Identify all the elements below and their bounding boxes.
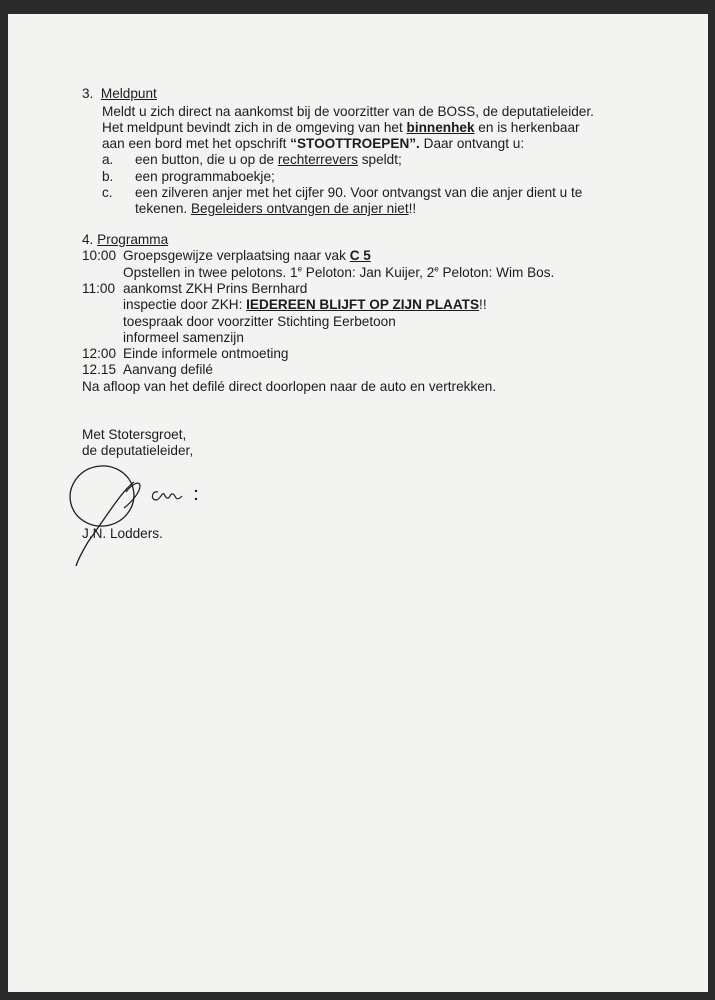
list-item-c-text: een zilveren anjer met het cijfer 90. Voor ontvangst van die anjer dient u te (135, 185, 583, 200)
program-row-1100 (82, 281, 307, 297)
document-page (8, 14, 708, 992)
program-1100-text: aankomst ZKH Prins Bernhard (123, 281, 308, 296)
list-item-a (102, 152, 402, 168)
section-4-heading (82, 232, 168, 248)
peloton-text-a: Opstellen in twee pelotons. 1 (123, 265, 298, 280)
program-row-1215 (82, 362, 213, 378)
stoottroepen-emphasis: “STOOTTROEPEN”. (290, 136, 420, 151)
program-1200-text: Einde informele ontmoeting (123, 346, 289, 361)
section-3-heading (82, 86, 157, 102)
line-3-text-c: Daar ontvangt u: (419, 136, 525, 151)
section-4-title: Programma (97, 232, 169, 247)
program-row-1000-detail (123, 265, 554, 281)
iedereen-blijft-notice: IEDEREEN BLIJFT OP ZIJN PLAATS (246, 297, 480, 312)
time-1200: 12:00 (82, 346, 117, 361)
ordinal-sup-1: e (297, 264, 303, 274)
line-3-text-a: aan een bord met het opschrift (102, 136, 291, 151)
begeleiders-notice: Begeleiders ontvangen de anjer niet (190, 201, 409, 216)
vak-label: C 5 (349, 248, 371, 263)
section-3-title: Meldpunt (100, 86, 157, 101)
list-marker-b: b. (102, 169, 114, 184)
handwritten-signature (66, 462, 226, 572)
list-item-b-text: een programmaboekje; (135, 169, 275, 184)
program-closing-line: Na afloop van het defilé direct doorlopen naar de auto en vertrekken. (82, 379, 497, 394)
list-item-a-text: een button, die u op de (135, 152, 278, 167)
peloton-text-c: Peloton: Wim Bos. (438, 265, 555, 280)
program-row-1200 (82, 346, 289, 362)
list-item-c (102, 185, 582, 201)
c-cont-pre: tekenen. (135, 201, 191, 216)
program-row-1100-samenzijn: informeel samenzijn (123, 330, 244, 345)
list-item-b (102, 169, 275, 185)
time-1100: 11:00 (82, 281, 116, 296)
list-item-c-continuation (135, 201, 416, 217)
section-3-line-1: Meldt u zich direct na aankomst bij de voorzitter van de BOSS, de deputatieleider. (102, 104, 594, 119)
section-4-number: 4. (82, 232, 98, 247)
closing-role: de deputatieleider, (82, 443, 194, 458)
peloton-text-b: Peloton: Jan Kuijer, 2 (302, 265, 435, 280)
list-marker-c: c. (102, 185, 113, 200)
binnenhek-emphasis: binnenhek (406, 120, 475, 135)
rechterrevers-underlined: rechterrevers (277, 152, 358, 167)
signatory-name: J.N. Lodders. (82, 526, 163, 541)
program-1215-text: Aanvang defilé (123, 362, 213, 377)
c-cont-post: !! (408, 201, 417, 216)
list-marker-a: a. (102, 152, 114, 167)
section-3-number: 3. (82, 86, 94, 101)
time-1000: 10:00 (82, 248, 117, 263)
program-row-1100-inspectie (123, 297, 487, 313)
ordinal-sup-2: e (434, 264, 439, 274)
closing-greeting: Met Stotersgroet, (82, 427, 187, 442)
time-1215: 12.15 (82, 362, 117, 377)
inspectie-text: inspectie door ZKH: (123, 297, 247, 312)
list-item-a-post: speldt; (357, 152, 402, 167)
program-row-1000 (82, 248, 371, 264)
document-body (8, 14, 708, 992)
section-3-line-2 (102, 120, 580, 136)
section-3-line-3 (102, 136, 524, 152)
program-1000-text: Groepsgewijze verplaatsing naar vak (123, 248, 350, 263)
line-2-text-c: en is herkenbaar (474, 120, 580, 135)
inspectie-post: !! (479, 297, 487, 312)
line-2-text-a: Het meldpunt bevindt zich in de omgeving van het (102, 120, 407, 135)
program-row-1100-toespraak: toespraak door voorzitter Stichting Eerbetoon (123, 314, 396, 329)
